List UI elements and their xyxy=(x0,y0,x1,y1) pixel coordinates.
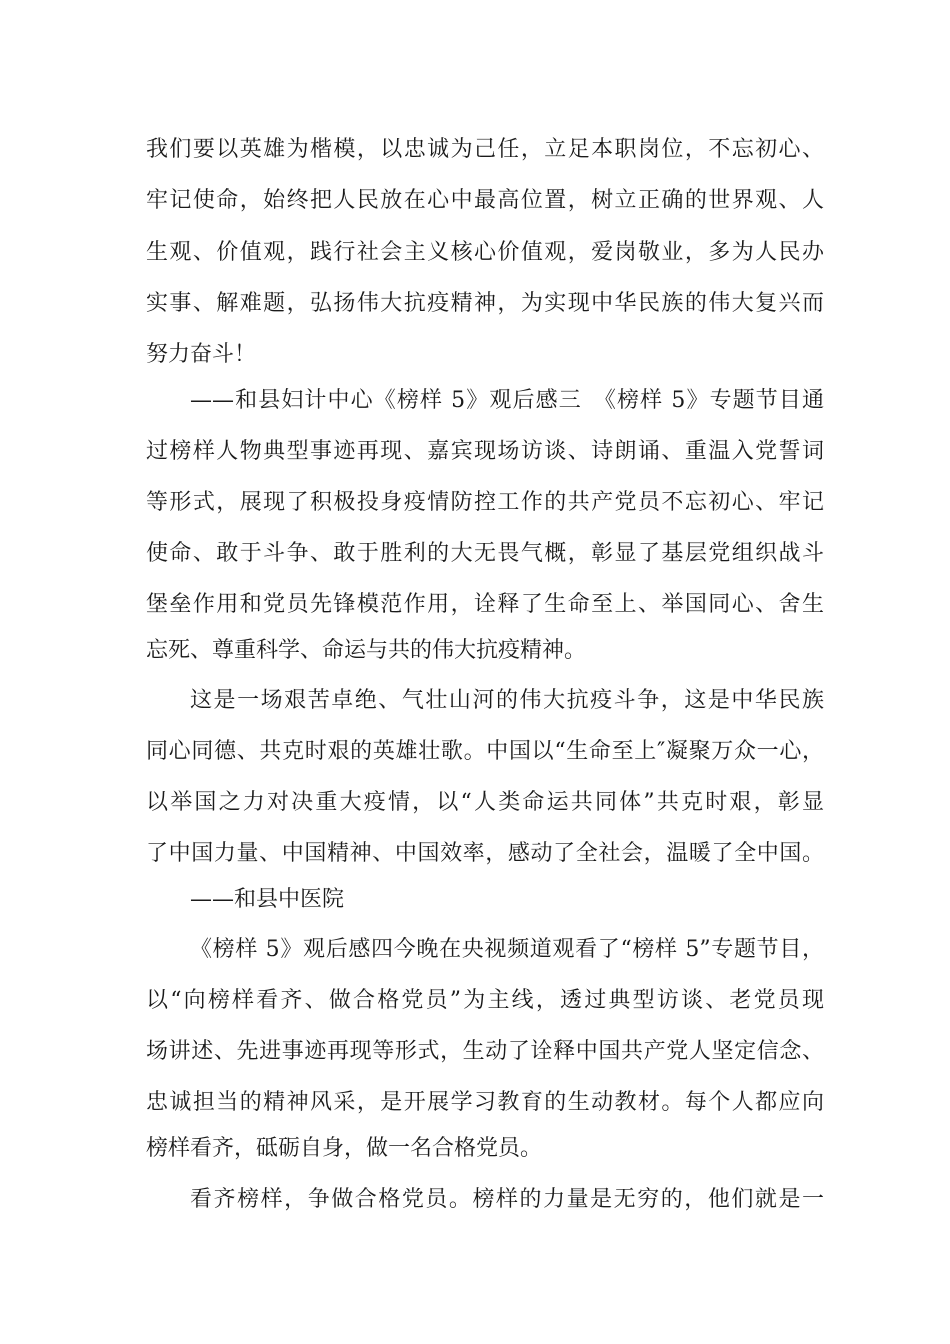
text-line: 努力奋斗！ xyxy=(146,342,257,367)
text-line: 过榜样人物典型事迹再现、嘉宾现场访谈、诗朗诵、重温入党誓词 xyxy=(146,439,824,464)
text-line: 以“向榜样看齐、做合格党员”为主线，透过典型访谈、老党员现 xyxy=(146,988,824,1013)
text-line: 同心同德、共克时艰的英雄壮歌。中国以“生命至上″凝聚万众一心， xyxy=(146,739,824,764)
text-line: 生观、价值观，践行社会主义核心价值观，爱岗敬业，多为人民办 xyxy=(146,240,824,265)
text-line: 场讲述、先进事迹再现等形式，生动了诠释中国共产党人坚定信念、 xyxy=(146,1039,824,1064)
text-line: 《榜样 5》观后感四今晚在央视频道观看了“榜样 5”专题节目， xyxy=(190,937,824,962)
text-line: 实事、解难题，弘扬伟大抗疫精神，为实现中华民族的伟大复兴而 xyxy=(146,291,824,316)
text-line: 这是一场艰苦卓绝、气壮山河的伟大抗疫斗争，这是中华民族 xyxy=(190,688,824,713)
text-line: 忠诚担当的精神风采，是开展学习教育的生动教材。每个人都应向 xyxy=(146,1090,824,1115)
text-line: 忘死、尊重科学、命运与共的伟大抗疫精神。 xyxy=(146,638,587,663)
text-line: 榜样看齐，砥砺自身，做一名合格党员。 xyxy=(146,1136,543,1161)
text-line: 看齐榜样，争做合格党员。榜样的力量是无穷的，他们就是一 xyxy=(190,1187,824,1212)
text-line: 以举国之力对决重大疫情，以“人类命运共同体”共克时艰，彰显 xyxy=(146,790,824,815)
text-line: 使命、敢于斗争、敢于胜利的大无畏气概，彰显了基层党组织战斗 xyxy=(146,541,824,566)
text-line: 牢记使命，始终把人民放在心中最高位置，树立正确的世界观、人 xyxy=(146,188,824,213)
text-line: 等形式，展现了积极投身疫情防控工作的共产党员不忘初心、牢记 xyxy=(146,490,824,515)
text-line: 我们要以英雄为楷模，以忠诚为己任，立足本职岗位，不忘初心、 xyxy=(146,137,824,162)
text-line: 堡垒作用和党员先锋模范作用，诠释了生命至上、举国同心、舍生 xyxy=(146,592,824,617)
text-line: ——和县中医院 xyxy=(190,887,345,912)
text-line: 了中国力量、中国精神、中国效率，感动了全社会，温暖了全中国。 xyxy=(146,841,824,866)
text-line: ——和县妇计中心《榜样 5》观后感三 《榜样 5》专题节目通 xyxy=(190,388,824,413)
